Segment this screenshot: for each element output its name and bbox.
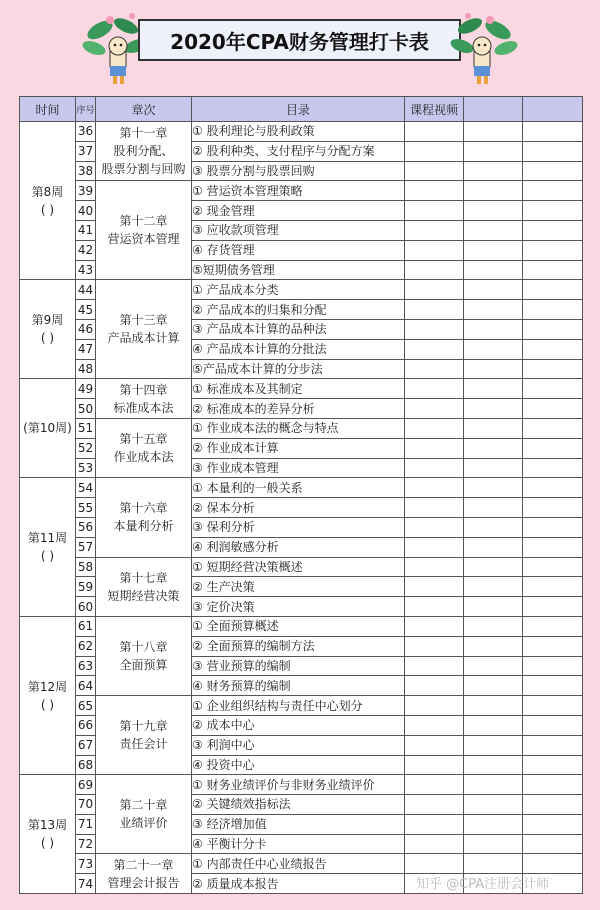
week-cell <box>20 775 76 894</box>
row-number: 60 <box>76 597 96 617</box>
video-checkbox-cell[interactable] <box>405 814 464 834</box>
check-cell-2[interactable] <box>523 755 583 775</box>
week-label: 第13周 <box>27 818 68 833</box>
video-checkbox-cell[interactable] <box>405 260 464 280</box>
table-row <box>20 280 583 300</box>
check-cell-1[interactable] <box>464 359 523 379</box>
check-cell-2[interactable] <box>523 438 583 458</box>
check-cell-1[interactable] <box>464 795 523 815</box>
check-cell-1[interactable] <box>464 814 523 834</box>
header-seq: 序号 <box>76 97 96 122</box>
topic-cell: ① 本量利的一般关系 <box>192 478 405 498</box>
video-checkbox-cell[interactable] <box>405 300 464 320</box>
topic-cell: ③ 定价决策 <box>192 597 405 617</box>
chapter-title: 标准成本法 <box>113 400 174 415</box>
check-cell-2[interactable] <box>523 735 583 755</box>
row-number: 45 <box>76 300 96 320</box>
chapter-title: 全面预算 <box>119 658 168 673</box>
row-number: 43 <box>76 260 96 280</box>
chapter-cell <box>96 181 192 280</box>
video-checkbox-cell[interactable] <box>405 240 464 260</box>
check-cell-1[interactable] <box>464 458 523 478</box>
row-number: 42 <box>76 240 96 260</box>
check-cell-2[interactable] <box>523 814 583 834</box>
table-row <box>20 557 583 577</box>
topic-cell: ① 标准成本及其制定 <box>192 379 405 399</box>
topic-cell: ⑤产品成本计算的分步法 <box>192 359 405 379</box>
topic-cell: ① 作业成本法的概念与特点 <box>192 418 405 438</box>
topic-cell: ② 现金管理 <box>192 201 405 221</box>
row-number: 65 <box>76 696 96 716</box>
check-cell-2[interactable] <box>523 280 583 300</box>
check-cell-1[interactable] <box>464 557 523 577</box>
chapter-title: 管理会计报告 <box>107 875 180 890</box>
topic-cell: ③ 应收款项管理 <box>192 220 405 240</box>
video-checkbox-cell[interactable] <box>405 656 464 676</box>
check-cell-2[interactable] <box>523 676 583 696</box>
week-cell <box>20 379 76 478</box>
row-number: 57 <box>76 537 96 557</box>
row-number: 49 <box>76 379 96 399</box>
table-row <box>20 181 583 201</box>
week-label: 第8周 <box>31 184 64 199</box>
video-checkbox-cell[interactable] <box>405 201 464 221</box>
check-cell-2[interactable] <box>523 478 583 498</box>
topic-cell: ③ 股票分割与股票回购 <box>192 161 405 181</box>
chapter-cell <box>96 557 192 616</box>
check-cell-2[interactable] <box>523 220 583 240</box>
row-number: 40 <box>76 201 96 221</box>
table-row <box>20 696 583 716</box>
row-number: 69 <box>76 775 96 795</box>
video-checkbox-cell[interactable] <box>405 715 464 735</box>
topic-cell: ② 产品成本的归集和分配 <box>192 300 405 320</box>
video-checkbox-cell[interactable] <box>405 379 464 399</box>
topic-cell: ① 短期经营决策概述 <box>192 557 405 577</box>
check-cell-2[interactable] <box>523 260 583 280</box>
check-cell-1[interactable] <box>464 122 523 142</box>
week-date-blank: ( ) <box>40 549 55 564</box>
row-number: 52 <box>76 438 96 458</box>
topic-cell: ① 内部责任中心业绩报告 <box>192 854 405 874</box>
video-checkbox-cell[interactable] <box>405 755 464 775</box>
plant-bird-illustration-right <box>448 8 520 86</box>
video-checkbox-cell[interactable] <box>405 795 464 815</box>
row-number: 71 <box>76 814 96 834</box>
row-number: 59 <box>76 577 96 597</box>
week-cell <box>20 280 76 379</box>
watermark: 知乎 @CPA注册会计师 <box>416 877 550 892</box>
check-cell-2[interactable] <box>523 458 583 478</box>
check-cell-1[interactable] <box>464 696 523 716</box>
check-cell-1[interactable] <box>464 240 523 260</box>
check-cell-2[interactable] <box>523 834 583 854</box>
check-cell-2[interactable] <box>523 696 583 716</box>
chapter-title: 本量利分析 <box>113 519 174 534</box>
check-cell-1[interactable] <box>464 220 523 240</box>
row-number: 46 <box>76 319 96 339</box>
check-cell-2[interactable] <box>523 616 583 636</box>
check-cell-2[interactable] <box>523 795 583 815</box>
check-cell-2[interactable] <box>523 181 583 201</box>
chapter-number: 第二十章 <box>119 798 168 813</box>
row-number: 67 <box>76 735 96 755</box>
table-row <box>20 122 583 142</box>
row-number: 64 <box>76 676 96 696</box>
table-row <box>20 775 583 795</box>
check-cell-2[interactable] <box>523 319 583 339</box>
video-checkbox-cell[interactable] <box>405 438 464 458</box>
row-number: 47 <box>76 339 96 359</box>
header-time: 时间 <box>20 97 76 122</box>
check-cell-1[interactable] <box>464 319 523 339</box>
row-number: 54 <box>76 478 96 498</box>
check-cell-2[interactable] <box>523 300 583 320</box>
chapter-title: 业绩评价 <box>119 816 168 831</box>
topic-cell: ② 成本中心 <box>192 715 405 735</box>
check-cell-1[interactable] <box>464 418 523 438</box>
video-checkbox-cell[interactable] <box>405 418 464 438</box>
week-date-blank: ( ) <box>40 331 55 346</box>
topic-cell: ② 关键绩效指标法 <box>192 795 405 815</box>
check-cell-2[interactable] <box>523 498 583 518</box>
topic-cell: ① 财务业绩评价与非财务业绩评价 <box>192 775 405 795</box>
row-number: 36 <box>76 122 96 142</box>
video-checkbox-cell[interactable] <box>405 517 464 537</box>
video-checkbox-cell[interactable] <box>405 339 464 359</box>
check-cell-1[interactable] <box>464 339 523 359</box>
row-number: 48 <box>76 359 96 379</box>
chapter-cell <box>96 775 192 854</box>
check-cell-1[interactable] <box>464 181 523 201</box>
header-blank-1 <box>464 97 523 122</box>
row-number: 66 <box>76 715 96 735</box>
chapter-cell <box>96 478 192 557</box>
check-cell-1[interactable] <box>464 656 523 676</box>
check-cell-1[interactable] <box>464 537 523 557</box>
chapter-title: 作业成本法 <box>113 450 174 465</box>
week-date-blank: ( ) <box>40 836 55 851</box>
topic-cell: ① 股利理论与股利政策 <box>192 122 405 142</box>
check-cell-2[interactable] <box>523 854 583 874</box>
check-cell-2[interactable] <box>523 359 583 379</box>
check-cell-1[interactable] <box>464 577 523 597</box>
topic-cell: ① 企业组织结构与责任中心划分 <box>192 696 405 716</box>
video-checkbox-cell[interactable] <box>405 220 464 240</box>
chapter-cell <box>96 418 192 477</box>
check-cell-2[interactable] <box>523 775 583 795</box>
topic-cell: ① 全面预算概述 <box>192 616 405 636</box>
video-checkbox-cell[interactable] <box>405 122 464 142</box>
check-cell-2[interactable] <box>523 339 583 359</box>
topic-cell: ④ 利润敏感分析 <box>192 537 405 557</box>
video-checkbox-cell[interactable] <box>405 161 464 181</box>
video-checkbox-cell[interactable] <box>405 280 464 300</box>
check-cell-1[interactable] <box>464 161 523 181</box>
chapter-number: 第十六章 <box>119 501 168 516</box>
week-date-blank: ( ) <box>40 697 55 712</box>
video-checkbox-cell[interactable] <box>405 735 464 755</box>
video-checkbox-cell[interactable] <box>405 181 464 201</box>
title-banner <box>138 19 461 61</box>
check-cell-2[interactable] <box>523 161 583 181</box>
check-cell-2[interactable] <box>523 537 583 557</box>
check-cell-2[interactable] <box>523 240 583 260</box>
page-title: 2020年CPA财务管理打卡表 <box>138 19 461 61</box>
row-number: 58 <box>76 557 96 577</box>
check-cell-1[interactable] <box>464 201 523 221</box>
week-date-blank: ( ) <box>40 202 55 217</box>
check-cell-2[interactable] <box>523 557 583 577</box>
topic-cell: ② 股利种类、支付程序与分配方案 <box>192 141 405 161</box>
video-checkbox-cell[interactable] <box>405 458 464 478</box>
row-number: 56 <box>76 517 96 537</box>
chapter-cell <box>96 854 192 894</box>
video-checkbox-cell[interactable] <box>405 775 464 795</box>
topic-cell: ④ 平衡计分卡 <box>192 834 405 854</box>
row-number: 70 <box>76 795 96 815</box>
check-cell-1[interactable] <box>464 300 523 320</box>
row-number: 50 <box>76 399 96 419</box>
check-cell-2[interactable] <box>523 656 583 676</box>
check-cell-2[interactable] <box>523 141 583 161</box>
header-topic: 目录 <box>192 97 405 122</box>
header-blank-2 <box>523 97 583 122</box>
table-row <box>20 478 583 498</box>
chapter-number: 第十八章 <box>119 640 168 655</box>
chapter-number: 第十二章 <box>119 214 168 229</box>
video-checkbox-cell[interactable] <box>405 854 464 874</box>
chapter-title-line2: 股票分割与回购 <box>101 162 186 177</box>
row-number: 53 <box>76 458 96 478</box>
week-label: (第10周) <box>23 421 72 436</box>
chapter-number: 第十一章 <box>119 126 168 141</box>
check-cell-2[interactable] <box>523 122 583 142</box>
week-label: 第12周 <box>27 679 68 694</box>
check-cell-1[interactable] <box>464 616 523 636</box>
check-cell-1[interactable] <box>464 755 523 775</box>
header-row <box>20 97 583 122</box>
check-cell-1[interactable] <box>464 280 523 300</box>
chapter-cell <box>96 122 192 181</box>
week-cell <box>20 478 76 617</box>
week-cell <box>20 616 76 774</box>
check-cell-1[interactable] <box>464 379 523 399</box>
table-row <box>20 418 583 438</box>
chapter-title: 营运资本管理 <box>107 232 180 247</box>
topic-cell: ③ 营业预算的编制 <box>192 656 405 676</box>
topic-cell: ② 标准成本的差异分析 <box>192 399 405 419</box>
table-row <box>20 616 583 636</box>
video-checkbox-cell[interactable] <box>405 597 464 617</box>
video-checkbox-cell[interactable] <box>405 636 464 656</box>
row-number: 74 <box>76 874 96 894</box>
topic-cell: ① 产品成本分类 <box>192 280 405 300</box>
check-cell-1[interactable] <box>464 715 523 735</box>
chapter-number: 第十五章 <box>119 432 168 447</box>
topic-cell: ② 生产决策 <box>192 577 405 597</box>
video-checkbox-cell[interactable] <box>405 577 464 597</box>
check-cell-2[interactable] <box>523 715 583 735</box>
topic-cell: ② 全面预算的编制方法 <box>192 636 405 656</box>
row-number: 62 <box>76 636 96 656</box>
chapter-cell <box>96 280 192 379</box>
check-cell-1[interactable] <box>464 478 523 498</box>
check-cell-2[interactable] <box>523 399 583 419</box>
topic-cell: ③ 经济增加值 <box>192 814 405 834</box>
topic-cell: ③ 产品成本计算的品种法 <box>192 319 405 339</box>
topic-cell: ③ 保利分析 <box>192 517 405 537</box>
topic-cell: ⑤短期债务管理 <box>192 260 405 280</box>
check-cell-1[interactable] <box>464 141 523 161</box>
check-cell-1[interactable] <box>464 597 523 617</box>
topic-cell: ③ 作业成本管理 <box>192 458 405 478</box>
row-number: 72 <box>76 834 96 854</box>
row-number: 51 <box>76 418 96 438</box>
video-checkbox-cell[interactable] <box>405 557 464 577</box>
row-number: 73 <box>76 854 96 874</box>
checkin-table <box>19 96 583 894</box>
row-number: 38 <box>76 161 96 181</box>
topic-cell: ④ 财务预算的编制 <box>192 676 405 696</box>
chapter-cell <box>96 616 192 695</box>
row-number: 63 <box>76 656 96 676</box>
video-checkbox-cell[interactable] <box>405 498 464 518</box>
check-cell-1[interactable] <box>464 260 523 280</box>
check-cell-1[interactable] <box>464 399 523 419</box>
topic-cell: ② 保本分析 <box>192 498 405 518</box>
chapter-number: 第十四章 <box>119 382 168 397</box>
topic-cell: ④ 产品成本计算的分批法 <box>192 339 405 359</box>
check-cell-1[interactable] <box>464 676 523 696</box>
check-cell-2[interactable] <box>523 517 583 537</box>
table-row <box>20 854 583 874</box>
row-number: 68 <box>76 755 96 775</box>
video-checkbox-cell[interactable] <box>405 141 464 161</box>
chapter-number: 第十三章 <box>119 313 168 328</box>
check-cell-1[interactable] <box>464 498 523 518</box>
video-checkbox-cell[interactable] <box>405 616 464 636</box>
week-cell <box>20 122 76 280</box>
chapter-title: 责任会计 <box>119 737 168 752</box>
video-checkbox-cell[interactable] <box>405 319 464 339</box>
check-cell-1[interactable] <box>464 735 523 755</box>
header-chapter: 章次 <box>96 97 192 122</box>
row-number: 41 <box>76 220 96 240</box>
chapter-title: 股利分配、 <box>113 144 174 159</box>
topic-cell: ② 作业成本计算 <box>192 438 405 458</box>
chapter-number: 第十九章 <box>119 719 168 734</box>
header-video: 课程视频 <box>405 97 464 122</box>
row-number: 39 <box>76 181 96 201</box>
row-number: 37 <box>76 141 96 161</box>
video-checkbox-cell[interactable] <box>405 537 464 557</box>
week-label: 第11周 <box>27 531 68 546</box>
check-cell-1[interactable] <box>464 775 523 795</box>
row-number: 55 <box>76 498 96 518</box>
chapter-title: 短期经营决策 <box>107 588 180 603</box>
chapter-cell <box>96 379 192 419</box>
table-row <box>20 379 583 399</box>
topic-cell: ③ 利润中心 <box>192 735 405 755</box>
video-checkbox-cell[interactable] <box>405 676 464 696</box>
check-cell-2[interactable] <box>523 577 583 597</box>
check-cell-1[interactable] <box>464 636 523 656</box>
topic-cell: ② 质量成本报告 <box>192 874 405 894</box>
row-number: 61 <box>76 616 96 636</box>
topic-cell: ④ 存货管理 <box>192 240 405 260</box>
week-label: 第9周 <box>31 313 64 328</box>
check-cell-2[interactable] <box>523 636 583 656</box>
video-checkbox-cell[interactable] <box>405 399 464 419</box>
chapter-title: 产品成本计算 <box>107 331 180 346</box>
chapter-cell <box>96 696 192 775</box>
chapter-number: 第二十一章 <box>113 857 174 872</box>
check-cell-1[interactable] <box>464 854 523 874</box>
check-cell-1[interactable] <box>464 834 523 854</box>
topic-cell: ① 营运资本管理策略 <box>192 181 405 201</box>
check-cell-1[interactable] <box>464 438 523 458</box>
check-cell-2[interactable] <box>523 379 583 399</box>
video-checkbox-cell[interactable] <box>405 696 464 716</box>
topic-cell: ④ 投资中心 <box>192 755 405 775</box>
video-checkbox-cell[interactable] <box>405 478 464 498</box>
video-checkbox-cell[interactable] <box>405 359 464 379</box>
check-cell-2[interactable] <box>523 201 583 221</box>
check-cell-2[interactable] <box>523 597 583 617</box>
check-cell-2[interactable] <box>523 418 583 438</box>
chapter-number: 第十七章 <box>119 570 168 585</box>
row-number: 44 <box>76 280 96 300</box>
video-checkbox-cell[interactable] <box>405 834 464 854</box>
check-cell-1[interactable] <box>464 517 523 537</box>
